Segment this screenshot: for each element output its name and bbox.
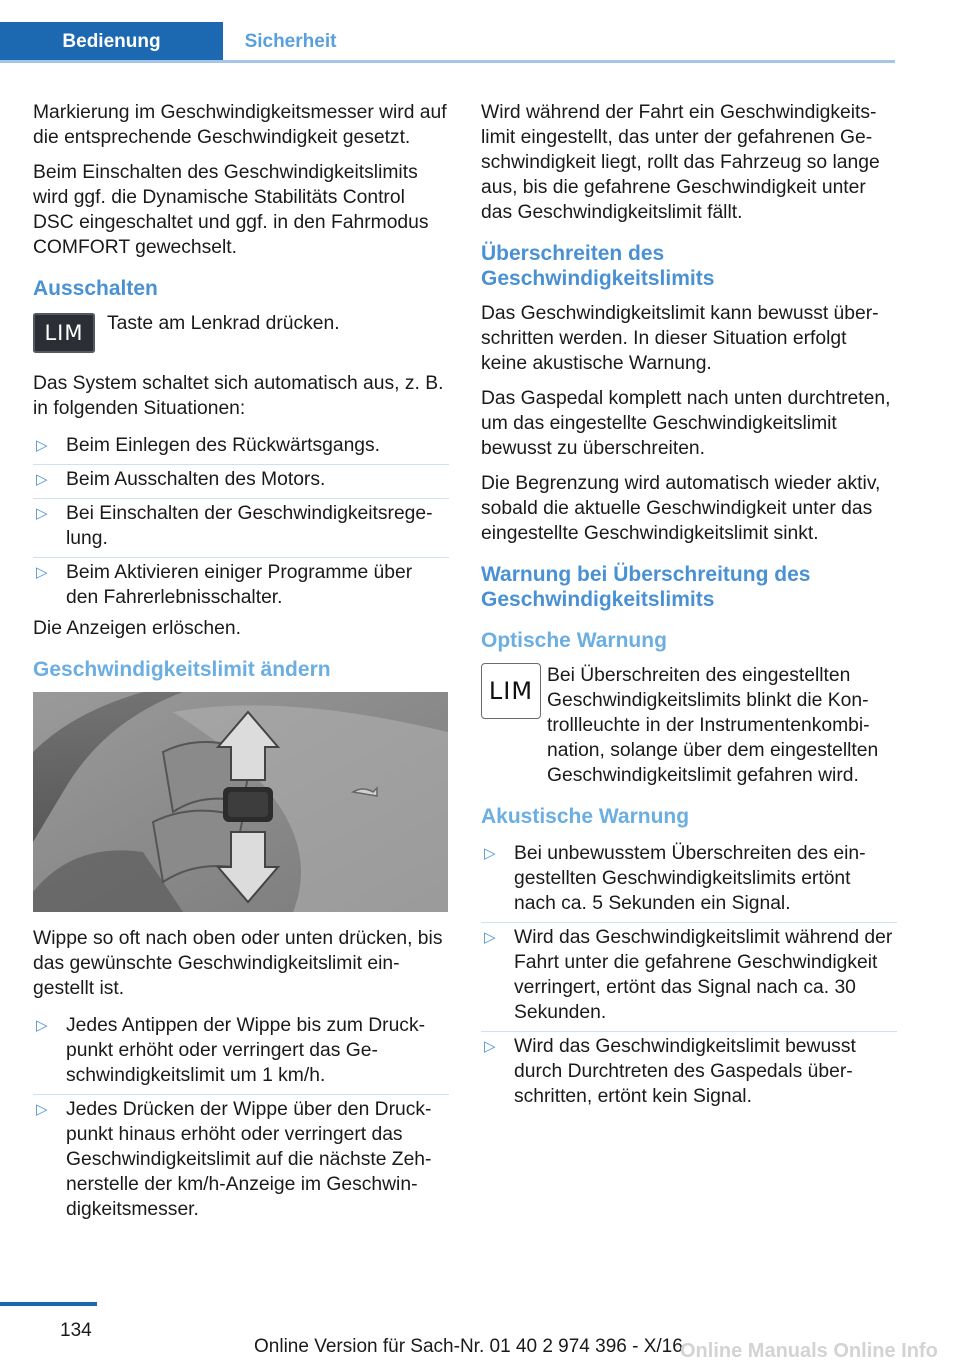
heading-warnung: Warnung bei Überschreitung des Geschwindigkeitslimits [481, 563, 811, 611]
paragraph: Die Begrenzung wird automatisch wieder aktiv, sobald die aktuelle Geschwindigkeit unter das eingestellte Geschwindigkeitslimit sinkt. [481, 473, 881, 544]
paragraph: Markierung im Geschwindigkeitsmesser wird auf die entsprechende Geschwindigkeit gesetzt. [33, 102, 447, 148]
heading-ausschalten: Ausschalten [33, 277, 158, 300]
lim-button-icon [33, 313, 95, 353]
footer-accent-line [0, 1302, 97, 1306]
tab-bedienung[interactable]: Bedienung [0, 22, 223, 62]
triangle-bullet-icon: ▷ [36, 564, 48, 581]
list-item: ▷ Beim Ausschalten des Motors. [33, 464, 449, 498]
watermark: Online Manuals Online Info [680, 1340, 938, 1362]
lim-indicator-icon [481, 663, 541, 719]
heading-akustische-warnung: Akustische Warnung [481, 805, 690, 828]
lim-instruction-text: Taste am Lenkrad drücken. [107, 313, 340, 334]
list-item: ▷ Wird das Geschwindigkeitslimit bewusst durch Durchtreten des Gaspedals überschritten, ertönt kein Signal. [481, 1031, 897, 1115]
triangle-bullet-icon: ▷ [36, 437, 48, 454]
paragraph: Beim Einschalten des Geschwindigkeitslimits wird ggf. die Dynamische Stabilitäts Control DSC eingeschaltet und ggf. in den Fahrmodus COMFORT gewechselt. [33, 162, 429, 258]
optische-warnung-text: Bei Überschreiten des eingestellten Geschwindigkeitslimits blinkt die Kontrollleuchte in der Instrumentenkombination, solange über dem eingestellten Geschwindigkeitslimit gefahren wird. [547, 665, 879, 786]
triangle-bullet-icon: ▷ [36, 1017, 48, 1034]
paragraph: Wird während der Fahrt ein Geschwindigkeitslimit eingestellt, das unter der gefahrenen Geschwindigkeit liegt, rollt das Fahrzeug so lange aus, bis die gefahrene Geschwindigkeit unter das Geschwindigkeitslimit fällt. [481, 102, 880, 223]
triangle-bullet-icon: ▷ [484, 1038, 496, 1055]
bullet-list [33, 1011, 449, 1228]
list-item: ▷ Bei Einschalten der Geschwindigkeitsregelung. [33, 498, 449, 557]
triangle-bullet-icon: ▷ [484, 929, 496, 946]
paragraph: Die Anzeigen erlöschen. [33, 618, 241, 639]
triangle-bullet-icon: ▷ [36, 1101, 48, 1118]
lim-instruction-row [33, 311, 449, 363]
bullet-list [481, 839, 897, 1115]
triangle-bullet-icon: ▷ [484, 845, 496, 862]
triangle-bullet-icon: ▷ [36, 505, 48, 522]
lim-indicator-label: LIM [488, 676, 534, 705]
tab-sicherheit[interactable]: Sicherheit [244, 31, 337, 52]
tab-underline [0, 60, 895, 63]
steering-wheel-rocker-image [33, 692, 448, 912]
paragraph: Das System schaltet sich automatisch aus, z. B. in folgenden Situationen: [33, 373, 444, 419]
triangle-bullet-icon: ▷ [36, 471, 48, 488]
paragraph: Das Geschwindigkeitslimit kann bewusst überschritten werden. In dieser Situation erfolgt keine akustische Warnung. [481, 303, 879, 374]
list-item: ▷ Beim Einlegen des Rückwärtsgangs. [36, 435, 381, 456]
heading-ueberschreiten: Überschreiten des Geschwindigkeitslimits [481, 242, 715, 290]
right-column [481, 100, 897, 1115]
lim-button-label: LIM [44, 320, 84, 345]
list-item: ▷ Jedes Antippen der Wippe bis zum Druckpunkt erhöht oder verringert das Geschwindigkeitslimit um 1 km/h. [36, 1015, 426, 1086]
list-item: ▷ Beim Aktivieren einiger Programme über den Fahrerlebnisschalter. [33, 557, 449, 616]
paragraph: Wippe so oft nach oben oder unten drücken, bis das gewünschte Geschwindigkeitslimit eingestellt ist. [33, 928, 443, 999]
list-item: ▷ Wird das Geschwindigkeitslimit während der Fahrt unter die gefahrene Geschwindigkeit verringert, ertönt das Signal nach ca. 30 Sekunden. [481, 922, 897, 1031]
paragraph: Das Gaspedal komplett nach unten durchtreten, um das eingestellte Geschwindigkeitslimit bewusst zu überschreiten. [481, 388, 891, 459]
optische-warnung-row [481, 663, 897, 788]
left-column [33, 100, 449, 1228]
page-number: 134 [60, 1320, 92, 1341]
list-item: ▷ Bei unbewusstem Überschreiten des eingestellten Geschwindigkeitslimits ertönt nach ca. 5 Sekunden ein Signal. [484, 843, 866, 914]
list-item: ▷ Jedes Drücken der Wippe über den Druckpunkt hinaus erhöht oder verringert das Geschwindigkeitslimit auf die nächste Zehnerstelle der km/h-Anzeige im Geschwindigkeitsmesser. [33, 1094, 449, 1228]
bullet-list [33, 431, 449, 616]
heading-optische-warnung: Optische Warnung [481, 629, 667, 652]
footer-version-text: Online Version für Sach-Nr. 01 40 2 974 396 - X/16 [254, 1336, 683, 1357]
header-tabbar [0, 0, 895, 62]
heading-limit-aendern: Geschwindigkeitslimit ändern [33, 658, 331, 681]
